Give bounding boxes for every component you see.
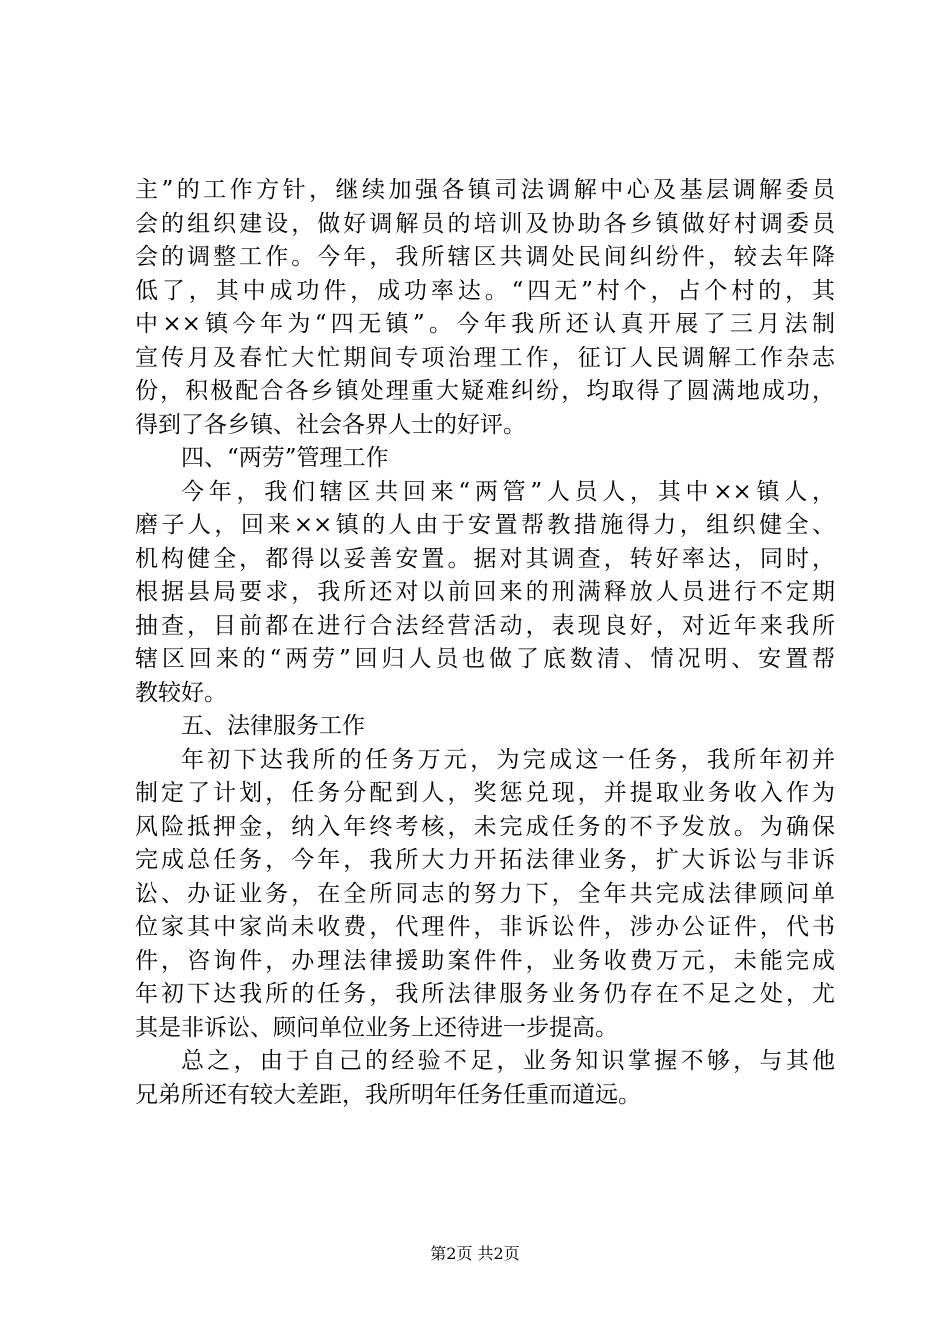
paragraph-line: 教较好。 [135,679,227,706]
paragraph-line: 得到了各乡镇、社会各界人士的好评。 [135,411,526,438]
paragraph-line: 会的组织建设，做好调解员的培训及协助各乡镇做好村调委员 [135,210,835,237]
paragraph-first-line: 四、“两劳”管理工作 [181,445,389,471]
paragraph-line: 宣传月及春忙大忙期间专项治理工作，征订人民调解工作杂志 [135,344,835,371]
paragraph-line: 件，咨询件，办理法律援助案件件，业务收费万元，未能完成 [135,947,835,974]
paragraph-first-line: 总之，由于自己的经验不足，业务知识掌握不够，与其他 [181,1048,835,1074]
paragraph-line: 辖区回来的“两劳”回归人员也做了底数清、情况明、安置帮 [135,646,835,672]
paragraph-first-line: 年初下达我所的任务万元，为完成这一任务，我所年初并 [181,746,835,773]
paragraph-line: 制定了计划，任务分配到人，奖惩兑现，并提取业务收入作为 [135,780,835,806]
paragraph-line: 风险抵押金，纳入年终考核，未完成任务的不予发放。为确保 [135,813,835,840]
page-footer: 第2页 共2页 [430,1244,520,1263]
paragraph-line: 抽查，目前都在进行合法经营活动，表现良好，对近年来我所 [135,612,835,639]
paragraph-line: 中××镇今年为“四无镇”。今年我所还认真开展了三月法制 [135,311,835,337]
paragraph-line: 其是非诉讼、顾问单位业务上还待进一步提高。 [135,1014,618,1041]
paragraph-line: 年初下达我所的任务，我所法律服务业务仍存在不足之处，尤 [135,981,835,1007]
paragraph-line: 位家其中家尚未收费，代理件，非诉讼件，涉办公证件，代书 [135,914,835,940]
document-body [135,174,835,1112]
paragraph-line: 会的调整工作。今年，我所辖区共调处民间纠纷件，较去年降 [135,244,835,270]
paragraph-first-line: 今年，我们辖区共回来“两管”人员人，其中××镇人， [181,478,835,505]
paragraph-line: 兄弟所还有较大差距，我所明年任务任重而道远。 [135,1081,641,1108]
paragraph-line: 磨子人，回来××镇的人由于安置帮教措施得力，组织健全、 [135,512,835,538]
paragraph-line: 根据县局要求，我所还对以前回来的刑满释放人员进行不定期 [135,579,835,605]
paragraph-first-line: 五、法律服务工作 [181,713,365,739]
paragraph-first-line: 主”的工作方针，继续加强各镇司法调解中心及基层调解委员 [135,177,835,203]
paragraph-line: 份，积极配合各乡镇处理重大疑难纠纷，均取得了圆满地成功， [135,378,835,404]
paragraph-line: 讼、办证业务，在全所同志的努力下，全年共完成法律顾问单 [135,880,835,907]
paragraph-line: 低了，其中成功件，成功率达。“四无”村个，占个村的，其 [135,277,835,304]
paragraph-line: 机构健全，都得以妥善安置。据对其调查，转好率达，同时， [135,545,835,572]
paragraph-line: 完成总任务，今年，我所大力开拓法律业务，扩大诉讼与非诉 [135,847,835,873]
